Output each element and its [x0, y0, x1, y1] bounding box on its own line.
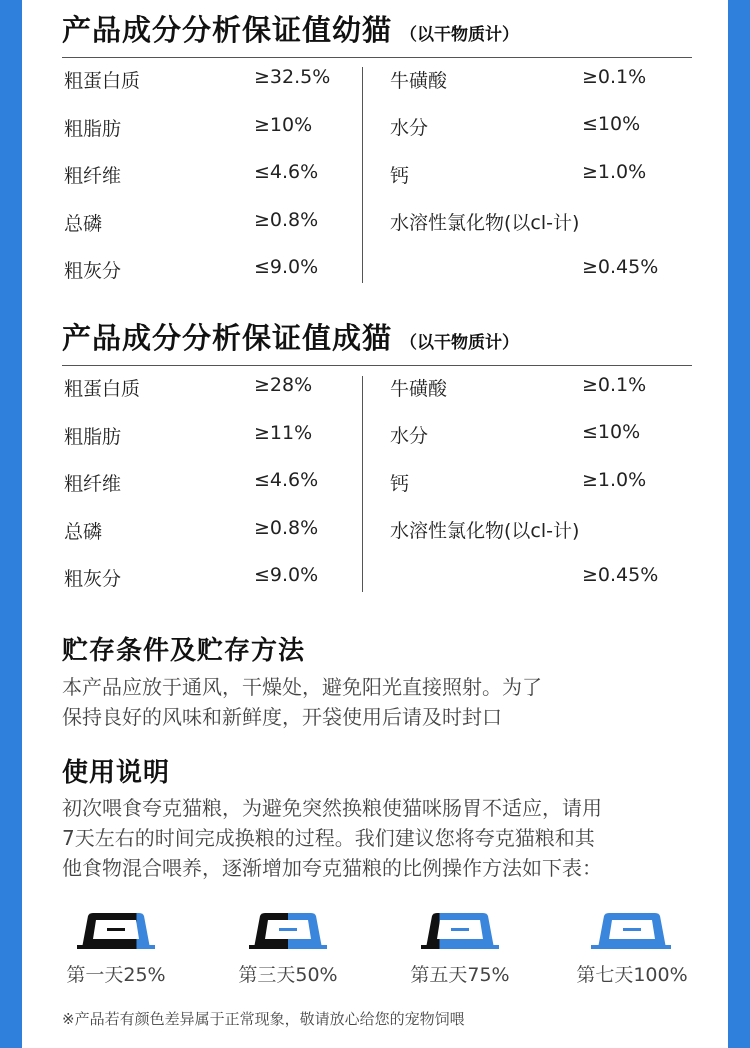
- storage-title: 贮存条件及贮存方法: [62, 636, 306, 666]
- adult-table-title: 产品成分分析保证值成猫 （以干物质计）: [62, 321, 520, 355]
- kitten-right-value: ≥1.0%: [582, 161, 647, 183]
- content-card: [22, 0, 728, 1048]
- adult-left-value: ≥11%: [254, 422, 313, 444]
- bowl-mix-icon: [75, 910, 157, 950]
- adult-right-name: 水溶性氯化物(以cl-计): [390, 520, 580, 542]
- kitten-left-value: ≤4.6%: [254, 161, 319, 183]
- adult-left-value: ≤9.0%: [254, 564, 319, 586]
- adult-left-value: ≥0.8%: [254, 517, 319, 539]
- kitten-right-value: ≤10%: [582, 113, 641, 135]
- adult-right-value: ≥0.45%: [582, 564, 659, 586]
- adult-left-name: 粗蛋白质: [64, 378, 141, 400]
- kitten-left-name: 粗蛋白质: [64, 70, 141, 92]
- usage-title: 使用说明: [62, 758, 171, 788]
- usage-line: 7天左右的时间完成换粮的过程。我们建议您将夸克猫粮和其: [62, 826, 595, 850]
- storage-text: [62, 672, 542, 732]
- adult-table-column-divider: [362, 376, 363, 592]
- stage-label: 第七天100%: [576, 964, 688, 986]
- adult-right-name: 钙: [390, 473, 410, 495]
- bowl-mix-icon: [247, 910, 329, 950]
- storage-line: 保持良好的风味和新鲜度，开袋使用后请及时封口: [62, 705, 502, 729]
- kitten-right-name: 水分: [390, 117, 429, 139]
- adult-left-name: 粗脂肪: [64, 426, 122, 448]
- kitten-right-value: ≥0.45%: [582, 256, 659, 278]
- adult-left-name: 粗纤维: [64, 473, 122, 495]
- kitten-table-column-divider: [362, 67, 363, 283]
- kitten-right-name: 水溶性氯化物(以cl-计): [390, 212, 580, 234]
- adult-right-value: ≥0.1%: [582, 374, 647, 396]
- kitten-left-name: 粗灰分: [64, 260, 122, 282]
- adult-left-value: ≥28%: [254, 374, 313, 396]
- stage-day-3: [208, 910, 368, 987]
- adult-left-name: 总磷: [64, 521, 103, 543]
- kitten-left-name: 粗纤维: [64, 165, 122, 187]
- kitten-right-value: ≥0.1%: [582, 66, 647, 88]
- kitten-right-name: 牛磺酸: [390, 70, 448, 92]
- usage-text: [62, 793, 602, 883]
- stage-day-1: [36, 910, 196, 987]
- adult-right-value: ≥1.0%: [582, 469, 647, 491]
- bowl-mix-icon: [591, 910, 673, 950]
- kitten-left-value: ≥0.8%: [254, 209, 319, 231]
- kitten-left-value: ≥10%: [254, 114, 313, 136]
- adult-left-value: ≤4.6%: [254, 469, 319, 491]
- usage-line: 初次喂食夸克猫粮，为避免突然换粮使猫咪肠胃不适应，请用: [62, 796, 602, 820]
- stage-day-5: [380, 910, 540, 987]
- adult-right-name: 牛磺酸: [390, 378, 448, 400]
- kitten-left-name: 粗脂肪: [64, 118, 122, 140]
- adult-right-name: 水分: [390, 425, 429, 447]
- usage-line: 他食物混合喂养，逐渐增加夸克猫粮的比例操作方法如下表：: [62, 856, 602, 880]
- kitten-left-value: ≤9.0%: [254, 256, 319, 278]
- stage-label: 第一天25%: [66, 964, 166, 986]
- bowl-mix-icon: [419, 910, 501, 950]
- kitten-left-value: ≥32.5%: [254, 66, 331, 88]
- stage-day-7: [552, 910, 712, 987]
- color-variance-note: ※产品若有颜色差异属于正常现象，敬请放心给您的宠物饲喂: [62, 1010, 465, 1028]
- stage-label: 第五天75%: [410, 964, 510, 986]
- storage-line: 本产品应放于通风，干燥处，避免阳光直接照射。为了: [62, 675, 542, 699]
- stage-label: 第三天50%: [238, 964, 338, 986]
- kitten-left-name: 总磷: [64, 213, 103, 235]
- kitten-table-divider: [62, 57, 692, 58]
- adult-right-value: ≤10%: [582, 421, 641, 443]
- kitten-table-title: 产品成分分析保证值幼猫 （以干物质计）: [62, 13, 520, 47]
- adult-table-divider: [62, 365, 692, 366]
- adult-left-name: 粗灰分: [64, 568, 122, 590]
- kitten-right-name: 钙: [390, 165, 410, 187]
